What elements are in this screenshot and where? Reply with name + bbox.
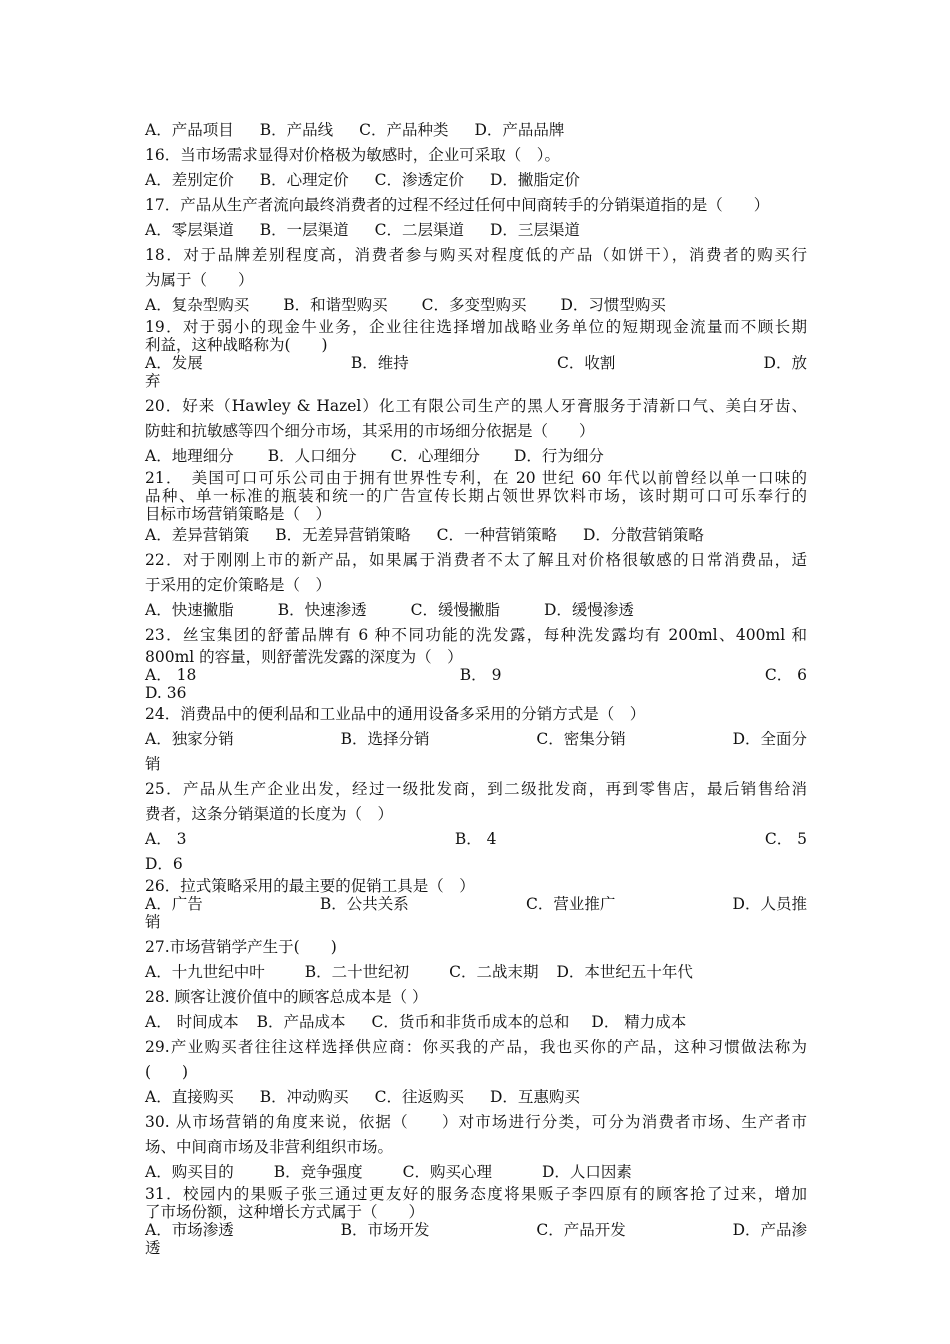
q30-options — [145, 1160, 807, 1185]
option-d: D．习惯型购买 — [560, 296, 666, 314]
q20-text-line1: 20．好来（Hawley & Hazel）化工有限公司生产的黑人牙膏服务于清新口气、美白牙齿、 — [145, 397, 807, 415]
q25-option-d: D．6 — [145, 855, 183, 873]
q21-text-line3: 目标市场营销策略是（ ） — [145, 505, 332, 523]
option-d: D． 精力成本 — [591, 1013, 687, 1031]
option-b: B．人口细分 — [267, 447, 357, 465]
q27-options — [145, 960, 807, 985]
option-d: D．互惠购买 — [489, 1088, 580, 1106]
q25-options — [145, 827, 807, 852]
option-c: C． 6 — [764, 666, 807, 684]
q23-options — [145, 666, 807, 684]
option-c: C．一种营销策略 — [436, 526, 557, 544]
option-a: A．地理细分 — [145, 447, 234, 465]
option-c: C．缓慢撇脂 — [410, 601, 500, 619]
q23-option-d: D. 36 — [145, 684, 187, 702]
option-a: A． 18 — [145, 666, 197, 684]
option-a: A．广告 — [145, 895, 203, 913]
option-d: D．分散营销策略 — [582, 526, 704, 544]
q22-options — [145, 598, 807, 623]
q22-text-line1: 22．对于刚刚上市的新产品，如果属于消费者不太了解且对价格很敏感的日常消费品，适 — [145, 551, 807, 569]
q18-text-line2: 为属于（ ） — [145, 271, 254, 289]
q29-text-line1: 29.产业购买者往往这样选择供应商：你买我的产品，我也买你的产品，这种习惯做法称为 — [145, 1038, 807, 1056]
q24-options — [145, 727, 807, 752]
option-d: D．全面分 — [732, 730, 807, 748]
option-b: B．心理定价 — [259, 171, 349, 189]
option-c: C．收割 — [556, 354, 616, 372]
option-a: A．独家分销 — [145, 730, 234, 748]
option-d: D．行为细分 — [513, 447, 604, 465]
q16-options — [145, 168, 807, 193]
option-b: B．快速渗透 — [277, 601, 367, 619]
q22-text-line2: 于采用的定价策略是（ ） — [145, 576, 332, 594]
q28-text: 28. 顾客让渡价值中的顾客总成本是（ ） — [145, 988, 428, 1006]
document-page — [145, 118, 807, 1257]
option-b: B．公共关系 — [319, 895, 409, 913]
option-c: C．产品开发 — [536, 1221, 626, 1239]
option-d: D．产品渗 — [732, 1221, 807, 1239]
option-b: B． 4 — [454, 830, 497, 848]
option-c: C．多变型购买 — [421, 296, 527, 314]
option-c: C． 5 — [764, 830, 807, 848]
option-b: B．市场开发 — [340, 1221, 430, 1239]
option-d: D．人员推 — [732, 895, 807, 913]
option-a: A．差异营销策 — [145, 526, 250, 544]
q17-text: 17．产品从生产者流向最终消费者的过程不经过任何中间商转手的分销渠道指的是（ ） — [145, 196, 770, 214]
q26-options — [145, 895, 807, 913]
option-a: A．十九世纪中叶 — [145, 963, 265, 981]
q20-text-line2: 防蛀和抗敏感等四个细分市场，其采用的市场细分依据是（ ） — [145, 422, 595, 440]
option-b: B．维持 — [350, 354, 409, 372]
q18-options — [145, 293, 807, 318]
option-c: C．二层渠道 — [374, 221, 464, 239]
option-b: B．产品线 — [259, 121, 334, 139]
option-c: C．二战末期 — [449, 963, 539, 981]
option-c: C．渗透定价 — [374, 171, 464, 189]
q29-options — [145, 1085, 807, 1110]
q19-options — [145, 354, 807, 372]
q19-wrap: 弃 — [145, 372, 161, 390]
q15-options — [145, 118, 807, 143]
q31-text-line1: 31．校园内的果贩子张三通过更友好的服务态度将果贩子李四原有的顾客抢了过来，增加 — [145, 1185, 807, 1203]
option-d: D．产品品牌 — [474, 121, 565, 139]
option-a: A． 时间成本 — [145, 1013, 239, 1031]
option-d: D．三层渠道 — [489, 221, 580, 239]
option-a: A．发展 — [145, 354, 203, 372]
option-d: D．本世纪五十年代 — [556, 963, 693, 981]
option-d: D．人口因素 — [541, 1163, 632, 1181]
q21-text-line1: 21． 美国可口可乐公司由于拥有世界性专利，在 20 世纪 60 年代以前曾经以单一口味的 — [145, 469, 807, 487]
q28-options — [145, 1010, 807, 1035]
option-c: C．货币和非货币成本的总和 — [371, 1013, 570, 1031]
option-b: B．产品成本 — [256, 1013, 346, 1031]
option-b: B．二十世纪初 — [304, 963, 410, 981]
option-c: C．心理细分 — [390, 447, 480, 465]
q26-wrap: 销 — [145, 913, 161, 931]
option-a: A．产品项目 — [145, 121, 234, 139]
option-b: B．一层渠道 — [259, 221, 349, 239]
option-a: A．快速撇脂 — [145, 601, 234, 619]
q31-wrap: 透 — [145, 1239, 161, 1257]
q21-options — [145, 523, 807, 548]
q20-options — [145, 444, 807, 469]
option-b: B．无差异营销策略 — [275, 526, 411, 544]
q27-text: 27.市场营销学产生于( ) — [145, 938, 337, 956]
option-c: C．往返购买 — [374, 1088, 464, 1106]
q26-text: 26．拉式策略采用的最主要的促销工具是（ ） — [145, 877, 475, 895]
q30-text-line1: 30. 从市场营销的角度来说，依据（ ）对市场进行分类，可分为消费者市场、生产者市 — [145, 1113, 807, 1131]
q17-options — [145, 218, 807, 243]
q19-text-line2: 利益，这种战略称为( ) — [145, 336, 328, 354]
q31-text-line2: 了市场份额，这种增长方式属于（ ） — [145, 1203, 425, 1221]
q19-text-line1: 19．对于弱小的现金牛业务，企业往往选择增加战略业务单位的短期现金流量而不顾长期 — [145, 318, 807, 336]
option-b: B．竞争强度 — [273, 1163, 363, 1181]
q29-text-line2: ( ) — [145, 1063, 189, 1081]
option-d: D．撇脂定价 — [489, 171, 580, 189]
q31-options — [145, 1221, 807, 1239]
option-c: C．密集分销 — [536, 730, 626, 748]
option-d: D．放 — [763, 354, 807, 372]
q21-text-line2: 品种、单一标准的瓶装和统一的广告宣传长期占领世界饮料市场，该时期可口可乐奉行的 — [145, 487, 807, 505]
option-a: A．复杂型购买 — [145, 296, 250, 314]
option-b: B．选择分销 — [340, 730, 430, 748]
option-d: D．缓慢渗透 — [543, 601, 634, 619]
option-a: A． 3 — [145, 830, 187, 848]
option-c: C．营业推广 — [525, 895, 616, 913]
q23-text-line2: 800ml 的容量，则舒蕾洗发露的深度为（ ） — [145, 648, 463, 666]
option-c: C．购买心理 — [402, 1163, 492, 1181]
option-a: A．零层渠道 — [145, 221, 234, 239]
option-b: B． 9 — [459, 666, 502, 684]
q30-text-line2: 场、中间商市场及非营利组织市场。 — [145, 1138, 394, 1156]
q24-text: 24．消费品中的便利品和工业品中的通用设备多采用的分销方式是（ ） — [145, 705, 646, 723]
option-a: A．直接购买 — [145, 1088, 234, 1106]
option-a: A．市场渗透 — [145, 1221, 234, 1239]
q25-text-line1: 25．产品从生产企业出发，经过一级批发商，到二级批发商，再到零售店，最后销售给消 — [145, 780, 807, 798]
q24-wrap: 销 — [145, 755, 161, 773]
option-b: B．和谐型购买 — [283, 296, 388, 314]
option-c: C．产品种类 — [359, 121, 449, 139]
q25-text-line2: 费者，这条分销渠道的长度为（ ） — [145, 805, 394, 823]
option-a: A．差别定价 — [145, 171, 234, 189]
q23-text-line1: 23．丝宝集团的舒蕾品牌有 6 种不同功能的洗发露，每种洗发露均有 200ml、400ml 和 — [145, 626, 807, 644]
option-b: B．冲动购买 — [259, 1088, 349, 1106]
option-a: A．购买目的 — [145, 1163, 234, 1181]
q18-text-line1: 18．对于品牌差别程度高，消费者参与购买对程度低的产品（如饼干），消费者的购买行 — [145, 246, 807, 264]
q16-text: 16．当市场需求显得对价格极为敏感时，企业可采取（ ）。 — [145, 146, 560, 164]
